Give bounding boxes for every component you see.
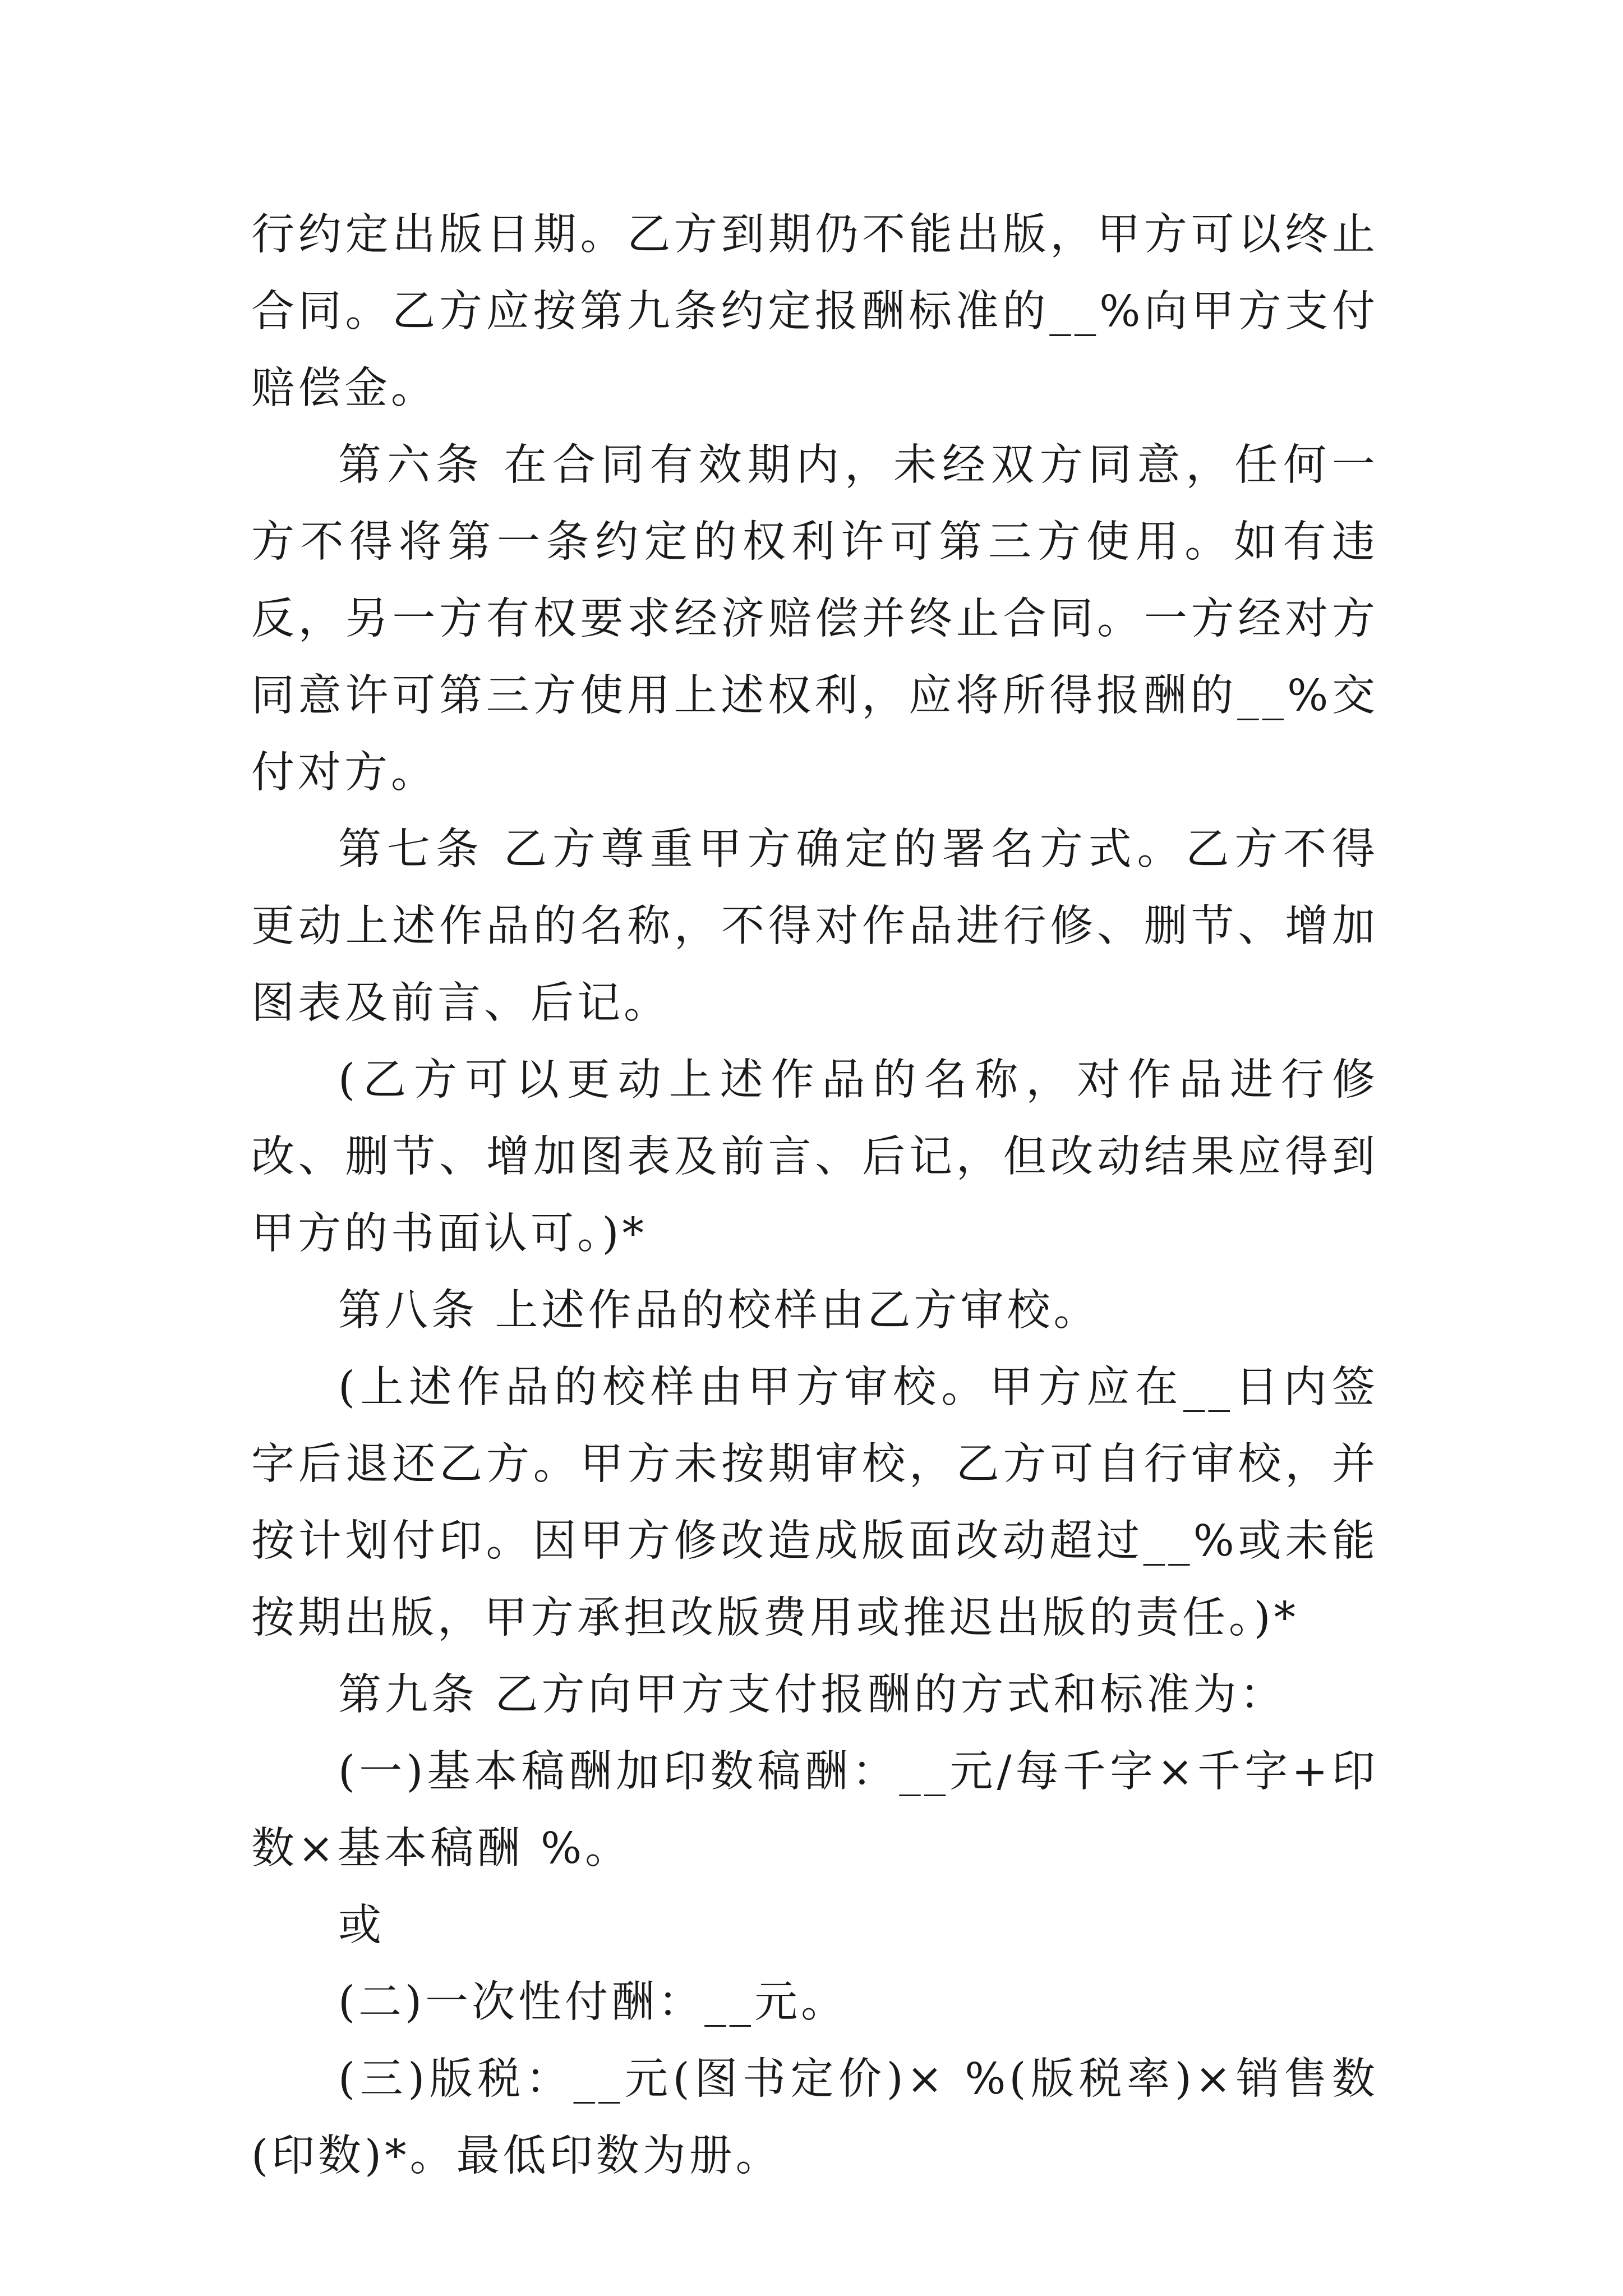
paragraph-article-8: 第八条 上述作品的校样由乙方审校。	[338, 1286, 1100, 1336]
paragraph-article-7: 第七条 乙方尊重甲方确定的署名方式。乙方不得更动上述作品的名称，不得对作品进行修、删节、增加图表及前言、后记。	[251, 825, 1378, 1028]
paragraph-continuation: 行约定出版日期。乙方到期仍不能出版，甲方可以终止合同。乙方应按第九条约定报酬标准的__%向甲方支付赔偿金。	[251, 210, 1378, 413]
paragraph-article-6: 第六条 在合同有效期内，未经双方同意，任何一方不得将第一条约定的权利许可第三方使用。如有违反，另一方有权要求经济赔偿并终止合同。一方经对方同意许可第三方使用上述权利，应将所得报酬的__%交付对方。	[251, 440, 1378, 798]
document-page	[251, 196, 1378, 2194]
paragraph-article-8-alt: (上述作品的校样由甲方审校。甲方应在__日内签字后退还乙方。甲方未按期审校，乙方可自行审校，并按计划付印。因甲方修改造成版面改动超过__%或未能按期出版，甲方承担改版费用或推迟出版的责任。)*	[251, 1363, 1378, 1643]
paragraph-article-9: 第九条 乙方向甲方支付报酬的方式和标准为：	[338, 1670, 1287, 1720]
paragraph-payment-option-3: (三)版税：__元(图书定价)× %(版税率)×销售数(印数)*。最低印数为册。	[251, 2054, 1378, 2181]
paragraph-article-7-alt: (乙方可以更动上述作品的名称，对作品进行修改、删节、增加图表及前言、后记，但改动结果应得到甲方的书面认可。)*	[251, 1055, 1378, 1259]
paragraph-payment-option-1: (一)基本稿酬加印数稿酬：__元/每千字×千字+印数×基本稿酬 %。	[251, 1747, 1378, 1874]
paragraph-payment-option-2: (二)一次性付酬：__元。	[338, 1977, 848, 2027]
paragraph-or: 或	[338, 1901, 385, 1950]
